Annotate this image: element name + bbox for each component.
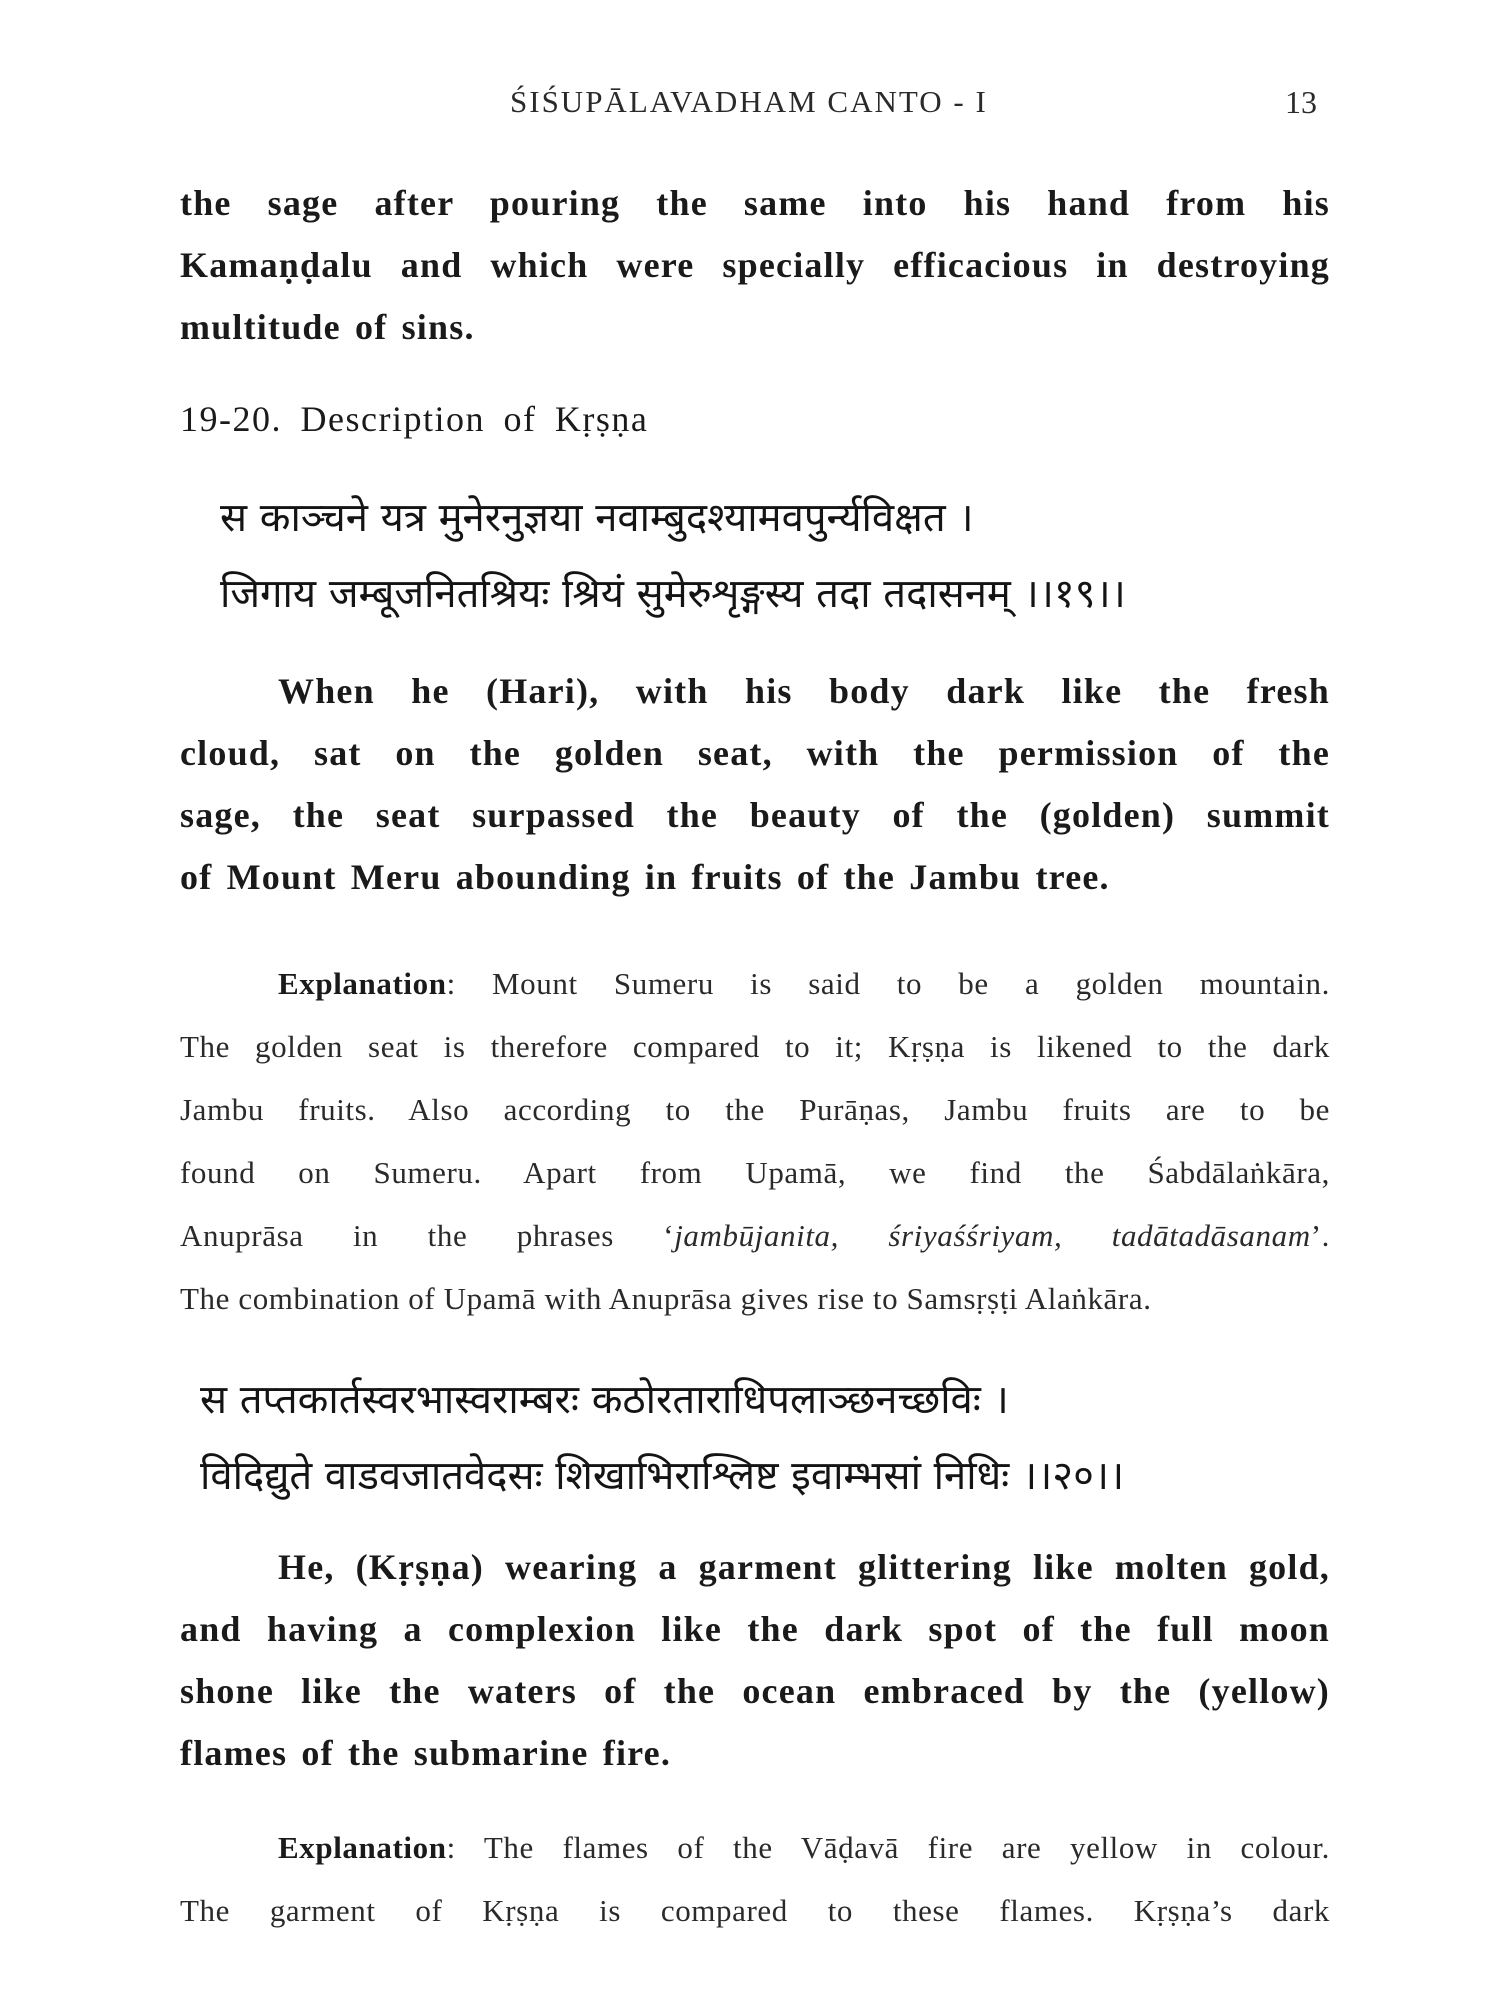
running-head <box>0 84 1500 134</box>
translation-line: and having a complexion like the dark spot of the full moon <box>180 1609 1330 1649</box>
explanation-line: Jambu fruits. Also according to the Purāṇas, Jambu fruits are to be <box>180 1092 1330 1127</box>
explanation-line: Explanation: The flames of the Vāḍavā fire are yellow in colour. <box>278 1830 1330 1865</box>
section-heading: 19-20. Description of Kṛṣṇa <box>180 399 649 439</box>
translation-line: of Mount Meru abounding in fruits of the Jambu tree. <box>180 857 1110 897</box>
translation-20 <box>180 1536 1330 1784</box>
paragraph-line: multitude of sins. <box>180 307 475 347</box>
translation-line: sage, the seat surpassed the beauty of the (golden) summit <box>180 795 1330 835</box>
sanskrit-verse-19 <box>220 480 1370 632</box>
explanation-line: found on Sumeru. Apart from Upamā, we find the Śabdālaṅkāra, <box>180 1155 1330 1190</box>
verse-line: जिगाय जम्बूजनितश्रियः श्रियं सुमेरुशृङ्गस्य तदा तदासनम् ।।१९।। <box>220 571 1126 617</box>
translation-line: He, (Kṛṣṇa) wearing a garment glittering like molten gold, <box>278 1547 1330 1587</box>
verse-line: विदिद्युते वाडवजातवेदसः शिखाभिराश्लिष्ट इवाम्भसां निधिः ।।२०।। <box>200 1453 1125 1499</box>
translation-line: flames of the submarine fire. <box>180 1733 672 1773</box>
verse-line: स तप्तकार्तस्वरभास्वराम्बरः कठोरताराधिपलाञ्छनच्छविः । <box>200 1377 1009 1423</box>
translation-line: shone like the waters of the ocean embraced by the (yellow) <box>180 1671 1330 1711</box>
explanation-label: Explanation <box>278 1830 447 1865</box>
explanation-line: The golden seat is therefore compared to it; Kṛṣṇa is likened to the dark <box>180 1029 1330 1064</box>
italic-phrases: jambūjanita, śriyaśśriyam, tadātadāsanam <box>674 1218 1311 1253</box>
explanation-label: Explanation <box>278 966 447 1001</box>
explanation-line: Anuprāsa in the phrases ‘jambūjanita, śriyaśśriyam, tadātadāsanam’. <box>180 1218 1330 1253</box>
paragraph-line: Kamaṇḍalu and which were specially efficacious in destroying <box>180 245 1330 285</box>
explanation-line: The combination of Upamā with Anuprāsa gives rise to Samsṛṣṭi Alaṅkāra. <box>180 1281 1152 1316</box>
page-number: 13 <box>1285 84 1317 120</box>
verse-line: स काञ्चने यत्र मुनेरनुज्ञया नवाम्बुदश्यामवपुर्न्यविक्षत । <box>220 495 974 541</box>
explanation-line: Explanation: Mount Sumeru is said to be a golden mountain. <box>278 966 1330 1001</box>
explanation-20 <box>180 1816 1330 1942</box>
continued-paragraph <box>180 172 1330 358</box>
translation-19 <box>180 660 1330 908</box>
paragraph-line: the sage after pouring the same into his hand from his <box>180 183 1330 223</box>
running-title: ŚIŚUPĀLAVADHAM CANTO - I <box>510 84 988 119</box>
sanskrit-verse-20 <box>200 1362 1350 1514</box>
explanation-19 <box>180 952 1330 1330</box>
explanation-line: The garment of Kṛṣṇa is compared to these flames. Kṛṣṇa’s dark <box>180 1893 1330 1928</box>
translation-line: When he (Hari), with his body dark like the fresh <box>278 671 1330 711</box>
translation-line: cloud, sat on the golden seat, with the permission of the <box>180 733 1330 773</box>
